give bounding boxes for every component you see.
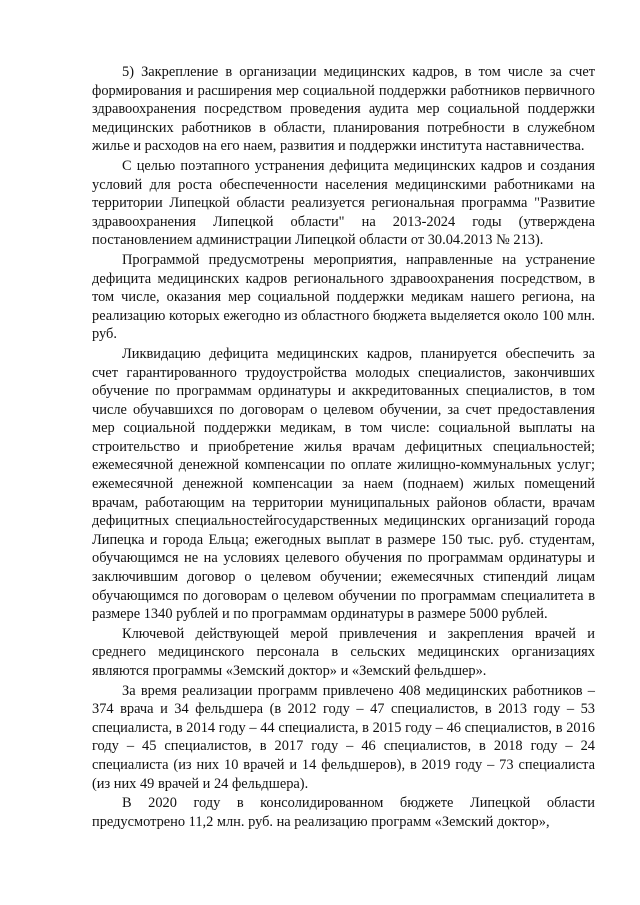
paragraph-zemsky-programs: Ключевой действующей мерой привлечения и закрепления врачей и среднего медицинского персонала в сельских медицинских организациях являются программы «Земский доктор» и «Земский фельдшер». [92,625,595,679]
document-body [92,63,595,832]
paragraph-program-measures: Программой предусмотрены мероприятия, направленные на устранение дефицита медицинских кадров регионального здравоохранения посредством, в том числе, оказания мер социальной поддержки медикам нашего региона, на реализацию которых ежегодно из областного бюджета выделяется около 100 млн. руб. [92,251,595,343]
paragraph-regional-program: С целью поэтапного устранения дефицита медицинских кадров и создания условий для роста обеспеченности населения медицинскими работниками на территории Липецкой области реализуется региональная программа "Развитие здравоохранения Липецкой области" на 2013-2024 годы (утверждена постановлением администрации Липецкой области от 30.04.2013 № 213). [92,157,595,249]
paragraph-budget-2020: В 2020 году в консолидированном бюджете Липецкой области предусмотрено 11,2 млн. руб. на реализацию программ «Земский доктор», [92,795,595,830]
paragraph-program-results: За время реализации программ привлечено 408 медицинских работников – 374 врача и 34 фельдшера (в 2012 году – 47 специалистов, в 2013 году – 53 специалиста, в 2014 году – 44 специалиста, в 2015 году – 46 специалистов, в 2016 году – 45 специалистов, в 2017 году – 46 специалистов, в 2018 году – 24 специалиста (из них 10 врачей и 14 фельдшеров), в 2019 году – 73 специалиста (из них 49 врачей и 24 фельдшера). [92,682,595,792]
paragraph-deficit-elimination: Ликвидацию дефицита медицинских кадров, планируется обеспечить за счет гарантированного трудоустройства молодых специалистов, закончивших обучение по программам ординатуры и аккредитованных специалистов, в том числе обучавшихся по договорам о целевом обучении, за счет предоставления мер социальной поддержки медикам, в том числе: социальной выплаты на строительство и приобретение жилья врачам дефицитных специальностей; ежемесячной денежной компенсации по оплате жилищно-коммунальных услуг; ежемесячной денежной компенсации за наем (поднаем) жилых помещений врачам, работающим на территории муниципальных районов области, врачам дефицитных специальностейгосударственных медицинских организаций города Липецка и города Ельца; ежегодных выплат в размере 150 тыс. руб. студентам, обучающимся не на условиях целевого обучения по программам ординатуры и заключившим договор о целевом обучении; ежемесячных стипендий лицам обучающимся по договорам о целевом обучении по программам специалитета в размере 1340 рублей и по программам ординатуры в размере 5000 рублей. [92,345,595,623]
paragraph-staff-retention: 5) Закрепление в организации медицинских кадров, в том числе за счет формирования и расширения мер социальной поддержки работников первичного здравоохранения посредством проведения аудита мер социальной поддержки медицинских работников в области, планирования потребности в служебном жилье и расходов на его наем, развития и поддержки института наставничества. [92,64,595,155]
